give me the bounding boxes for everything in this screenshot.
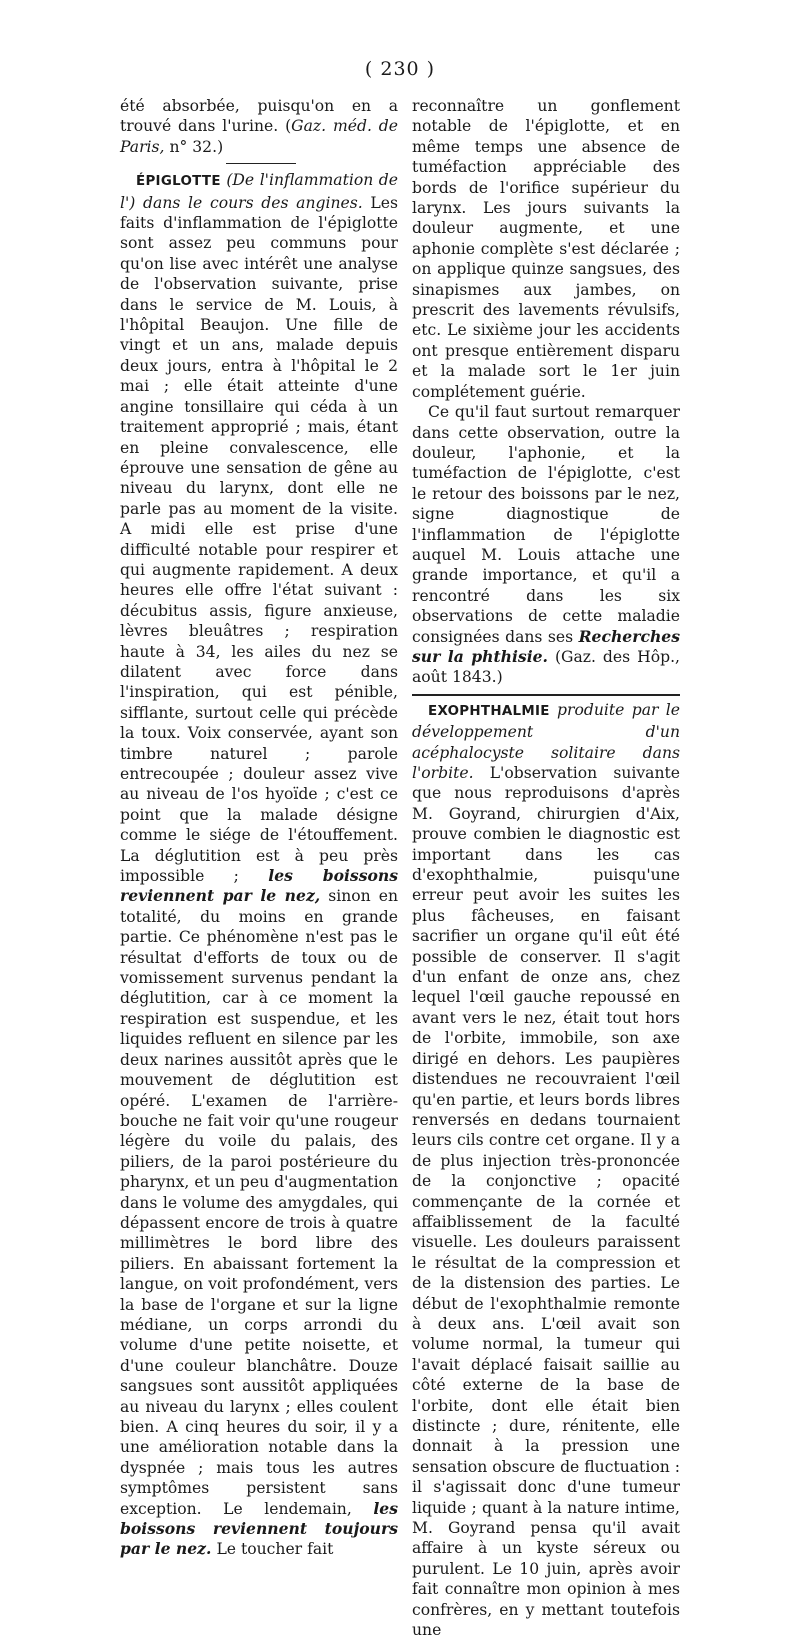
emphasis-text: les boissons reviennent par le nez, xyxy=(120,866,398,906)
article-body: L'observation suivante que nous reproduisons d'après M. Goyrand, chirurgien d'Aix, prouve combien le diagnostic est important dans les cas d'exophthalmie, puisqu'une erreur peut avoir les suites les plus fâcheuses, en faisant sacrifier un organe qu'il eût été possible de conserver. Il s'agit d'un enfant de onze ans, chez lequel l'œil gauche repoussé en avant vers le nez, était tout hors de l'orbite, immobile, son axe dirigé en dehors. Les paupières distendues ne recouvraient l'œil qu'en partie, et leurs bords libres renversés en dedans tournaient leurs cils contre cet organe. Il y a de plus injection très-prononcée de la conjonctive ; opacité commençante de la cornée et affaiblissement de la faculté visuelle. Les douleurs paraissent le résultat de la compression et de la distension des parties. Le début de l'exophthalmie remonte à deux ans. L'œil avait son volume normal, la tumeur qui l'avait déplacé faisait saillie au côté externe de la base de l'orbite, dont elle était bien distincte ; dure, rénitente, elle donnait à la pression une sensation obscure de fluctuation : il s'agissait donc d'une tumeur liquide ; quant à la nature intime, M. Goyrand pensa qu'il avait affaire à un kyste séreux ou purulent. Le 10 juin, après avoir fait connaître mon opinion à mes confrères, en y mettant toutefois une xyxy=(412,764,680,1640)
article-subtitle: (De l'inflammation de l') dans le cours des angines. xyxy=(120,171,398,212)
article-exophthalmie xyxy=(412,700,680,1640)
article-body: Le toucher fait xyxy=(216,1540,334,1559)
source-reference: (Gaz. des Hôp., août 1843.) xyxy=(412,647,680,687)
continued-paragraph xyxy=(120,96,398,157)
source-reference: Gaz. méd. de Paris, xyxy=(120,117,398,156)
article-heading: EXOPHTHALMIE xyxy=(428,703,550,719)
article-heading: ÉPIGLOTTE xyxy=(136,174,221,190)
continued-text: été absorbée, puisqu'on en a trouvé dans l'urine. ( xyxy=(120,97,398,136)
left-column xyxy=(120,96,398,1560)
article-body: sinon en totalité, du moins en grande partie. Ce phénomène n'est pas le résultat d'efforts de toux ou de vomissement survenus pendant la déglutition, car à ce moment la respiration est suspendue, et les liquides refluent en silence par les deux narines aussitôt après que le mouvement de déglutition est opéré. L'examen de l'arrière-bouche ne fait voir qu'une rougeur légère du voile du palais, des piliers, de la paroi postérieure du pharynx, et un peu d'augmentation dans le volume des amygdales, qui dépassent encore de trois à quatre millimètres le bord libre des piliers. En abaissant fortement la langue, on voit profondément, vers la base de l'organe et sur la ligne médiane, un corps arrondi du volume d'une petite noisette, et d'une couleur blanchâtre. Douze sangsues sont aussitôt appliquées au niveau du larynx ; elles coulent bien. A cinq heures du soir, il y a une amélioration notable dans la dyspnée ; mais tous les autres symptômes persistent sans exception. Le lendemain, xyxy=(120,887,398,1518)
emphasis-text: les boissons reviennent toujours par le nez. xyxy=(120,1498,398,1559)
page-number: ( 230 ) xyxy=(364,58,436,80)
commentary-text: Ce qu'il faut surtout remarquer dans cette observation, outre la douleur, l'aphonie, et la tuméfaction de l'épiglotte, c'est le retour des boissons par le nez, signe diagnostique de l'inflammation de l'épiglotte auquel M. Louis attache une grande importance, et qu'il a rencontré dans les six observations de cette maladie consignées dans ses xyxy=(412,403,680,646)
right-column xyxy=(412,96,680,1640)
book-title: Recherches sur la phthisie. xyxy=(412,626,680,666)
short-separator xyxy=(226,163,296,164)
long-separator xyxy=(412,694,680,696)
commentary-paragraph xyxy=(412,402,680,688)
article-body: Les faits d'inflammation de l'épiglotte sont assez peu communs pour qu'on lise avec intérêt une analyse de l'observation suivante, prise dans le service de M. Louis, à l'hôpital Beaujon. Une fille de vingt et un ans, malade depuis deux jours, entra à l'hôpital le 2 mai ; elle était atteinte d'une angine tonsillaire qui céda à un traitement approprié ; mais, étant en pleine convalescence, elle éprouve une sensation de gêne au niveau du larynx, dont elle ne parle pas au moment de la visite. A midi elle est prise d'une difficulté notable pour respirer et qui augmente rapidement. A deux heures elle offre l'état suivant : décubitus assis, figure anxieuse, lèvres bleuâtres ; respiration haute à 34, les ailes du nez se dilatent avec force dans l'inspiration, qui est pénible, sifflante, surtout celle qui précède la toux. Voix conservée, ayant son timbre naturel ; parole entrecoupée ; douleur assez vive au niveau de l'os hyoïde ; c'est ce point que la malade désigne comme le siége de l'étouffement. La déglutition est à peu près impossible ; xyxy=(120,193,398,886)
source-number: n° 32.) xyxy=(169,137,224,156)
continued-paragraph: reconnaître un gonflement notable de l'épiglotte, et en même temps une absence de tuméfaction appréciable des bords de l'orifice supérieur du larynx. Les jours suivants la douleur augmente, et une aphonie complète s'est déclarée ; on applique quinze sangsues, des sinapismes aux jambes, on prescrit des lavements révulsifs, etc. Le sixième jour les accidents ont presque entièrement disparu et la malade sort le 1er juin complétement guérie. xyxy=(412,97,680,401)
article-epiglotte xyxy=(120,170,398,1560)
article-subtitle: produite par le développement d'un acéphalocyste solitaire dans l'orbite. xyxy=(412,700,680,782)
